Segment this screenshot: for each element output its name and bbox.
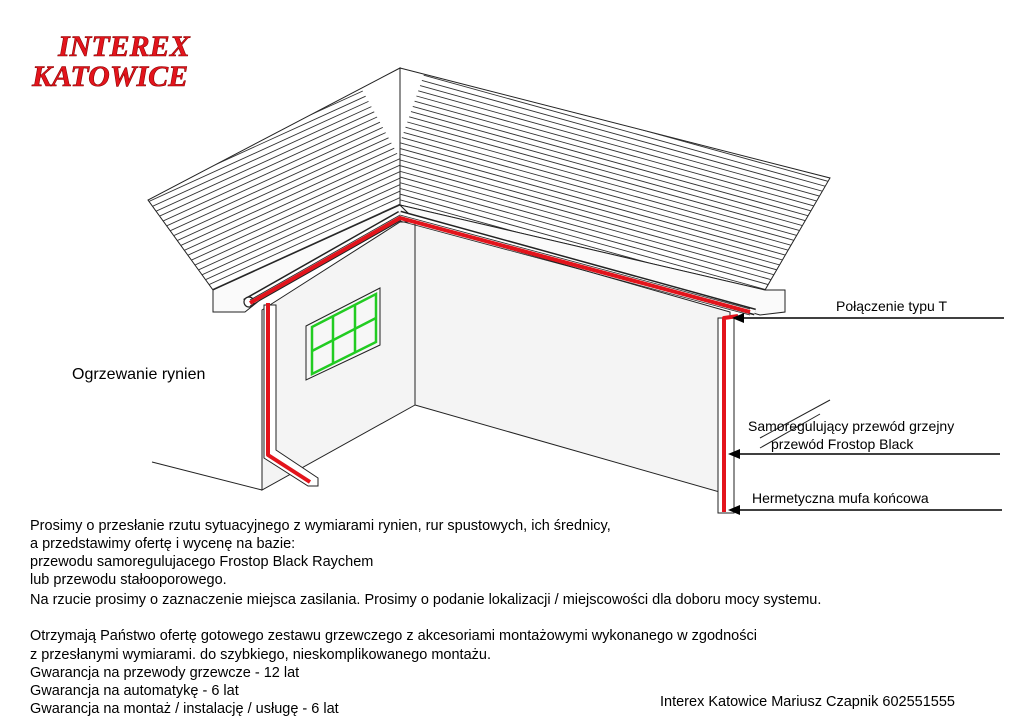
text-line-6: Otrzymają Państwo ofertę gotowego zestawu grzewczego z akcesoriami montażowymi wykonanego w zgodności: [30, 628, 757, 644]
text-line-10: Gwarancja na montaż / instalację / usługę - 6 lat: [30, 701, 339, 717]
roof-left-slat: [53, 18, 323, 141]
roof-left-slat: [41, 0, 311, 120]
logo-line-2: KATOWICE: [32, 60, 189, 93]
roof-left-slat: [38, 0, 308, 115]
label-t-connection: Połączenie typu T: [836, 298, 948, 314]
logo-line-1: INTEREX: [58, 30, 190, 63]
text-line-8: Gwarancja na przewody grzewcze - 12 lat: [30, 665, 300, 681]
text-line-7: z przesłanymi wymiarami. do szybkiego, nieskomplikowanego montażu.: [30, 647, 491, 663]
label-heating-cable-line-1: Samoregulujący przewód grzejny: [748, 418, 955, 434]
diagram-title: Ogrzewanie rynien: [72, 366, 206, 383]
text-line-9: Gwarancja na automatykę - 6 lat: [30, 683, 239, 699]
label-end-seal: Hermetyczna mufa końcowa: [752, 490, 929, 506]
footer-contact: Interex Katowice Mariusz Czapnik 602551555: [660, 694, 955, 710]
text-line-1: Prosimy o przesłanie rzutu sytuacyjnego z wymiarami rynien, rur spustowych, ich średnicy,: [30, 518, 611, 534]
text-line-4: lub przewodu stałooporowego.: [30, 572, 227, 588]
roof-left-slat: [50, 13, 320, 136]
roof-left-slat: [44, 3, 314, 126]
label-heating-cable-line-2: przewód Frostop Black: [771, 436, 914, 452]
text-line-5: Na rzucie prosimy o zaznaczenie miejsca zasilania. Prosimy o podanie lokalizacji / miejscowości dla doboru mocy systemu.: [30, 592, 822, 608]
ground-line-left: [152, 462, 262, 490]
text-line-2: a przedstawimy ofertę i wycenę na bazie:: [30, 536, 296, 552]
text-line-3: przewodu samoregulujacego Frostop Black Raychem: [30, 554, 374, 570]
roof-left-slat: [47, 8, 317, 131]
roof-right-slat: [455, 0, 925, 117]
